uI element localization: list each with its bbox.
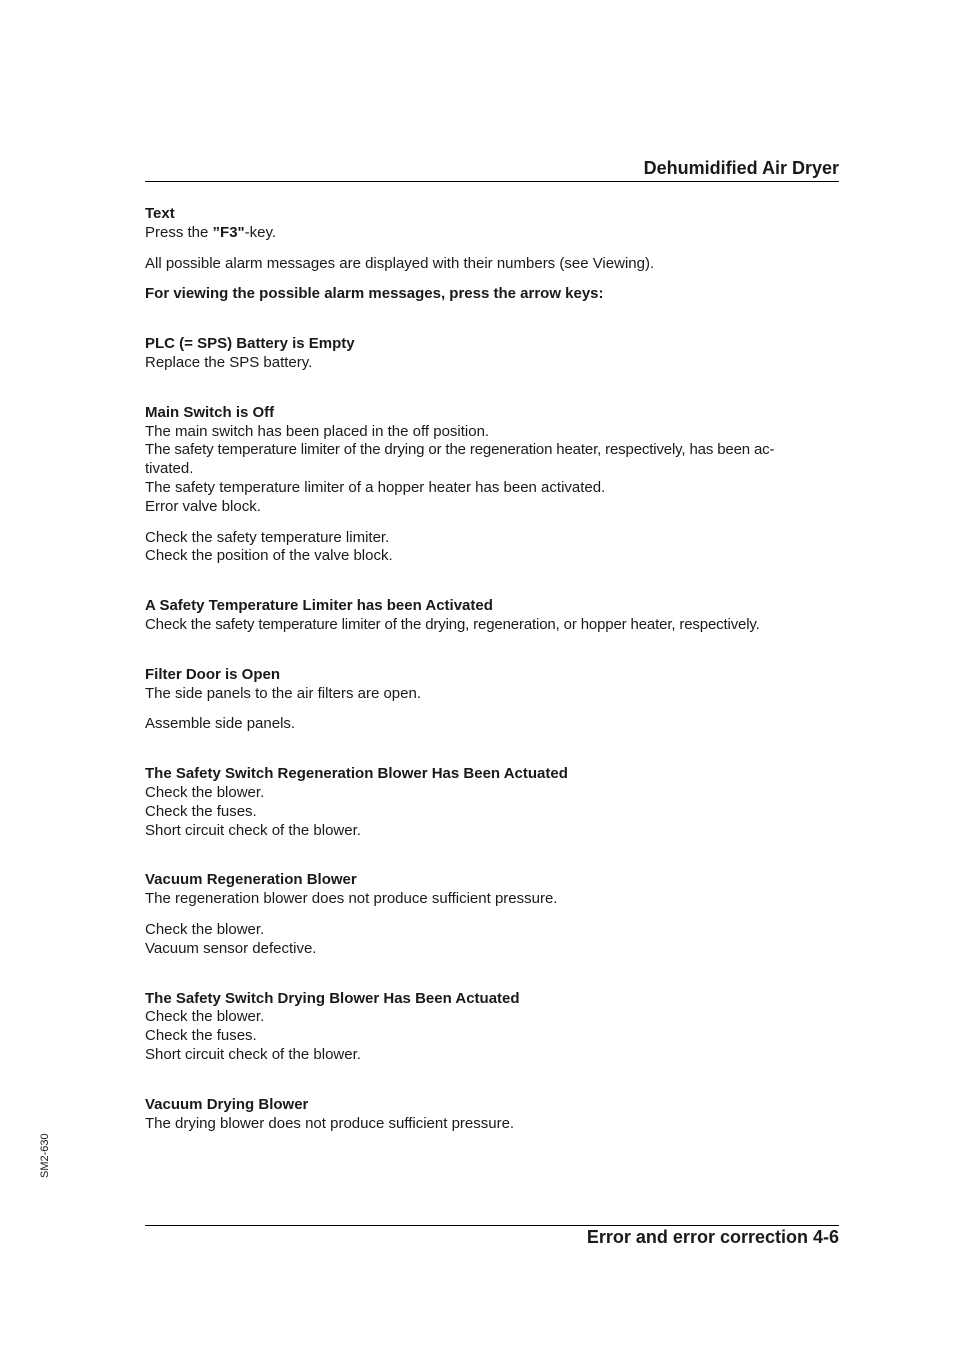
section-heading: The Safety Switch Drying Blower Has Been Actuated <box>145 989 520 1007</box>
document-code: SM2-630 <box>39 1133 51 1178</box>
section-line: Short circuit check of the blower. <box>145 1045 361 1063</box>
key-name: ”F3" <box>212 223 245 241</box>
section-heading: PLC (= SPS) Battery is Empty <box>145 335 355 353</box>
section-heading: The Safety Switch Regeneration Blower Has Been Actuated <box>145 765 568 783</box>
section-line: tivated. <box>145 460 194 478</box>
section-heading: Filter Door is Open <box>145 665 281 683</box>
page-content <box>145 205 841 1133</box>
intro-heading: Text <box>145 205 175 222</box>
section-line: Vacuum sensor defective. <box>145 939 317 957</box>
section-line: Replace the SPS battery. <box>145 353 313 371</box>
section-line: The side panels to the air filters are open. <box>145 684 421 702</box>
page-footer-title: Error and error correction 4-6 <box>586 1227 839 1247</box>
header-divider <box>145 181 839 182</box>
section-line: Assemble side panels. <box>145 715 296 733</box>
section-heading: Vacuum Regeneration Blower <box>145 871 357 889</box>
section-line: The safety temperature limiter of the drying or the regeneration heater, respectively, has been ac- <box>145 441 775 459</box>
section-heading: Vacuum Drying Blower <box>145 1095 309 1113</box>
section-line: Check the safety temperature limiter. <box>145 528 390 546</box>
section-line: Check the position of the valve block. <box>145 547 393 565</box>
section-line: Short circuit check of the blower. <box>145 821 361 839</box>
section-line: The regeneration blower does not produce sufficient pressure. <box>145 890 558 908</box>
section-line: The safety temperature limiter of a hopper heater has been activated. <box>145 478 606 496</box>
section-heading: Main Switch is Off <box>145 403 275 421</box>
all-messages-text: All possible alarm messages are displayed with their numbers (see Viewing). <box>145 254 655 272</box>
section-line: Check the safety temperature limiter of the drying, regeneration, or hopper heater, respectively. <box>145 615 760 633</box>
viewing-instruction: For viewing the possible alarm messages, press the arrow keys: <box>145 285 604 303</box>
section-line: Check the blower. <box>145 920 265 938</box>
section-line: Check the fuses. <box>145 802 257 820</box>
press-prefix: Press the <box>145 223 213 241</box>
section-line: Check the fuses. <box>145 1027 257 1045</box>
press-suffix: -key. <box>244 223 277 241</box>
page-header-title: Dehumidified Air Dryer <box>643 158 839 178</box>
section-line: Check the blower. <box>145 783 265 801</box>
section-line: Error valve block. <box>145 497 261 515</box>
section-heading: A Safety Temperature Limiter has been Activated <box>145 597 493 615</box>
footer-divider <box>145 1225 839 1226</box>
press-key-instruction <box>145 224 841 243</box>
section-line: The main switch has been placed in the off position. <box>145 422 490 440</box>
section-line: The drying blower does not produce sufficient pressure. <box>145 1114 515 1132</box>
section-line: Check the blower. <box>145 1008 265 1026</box>
